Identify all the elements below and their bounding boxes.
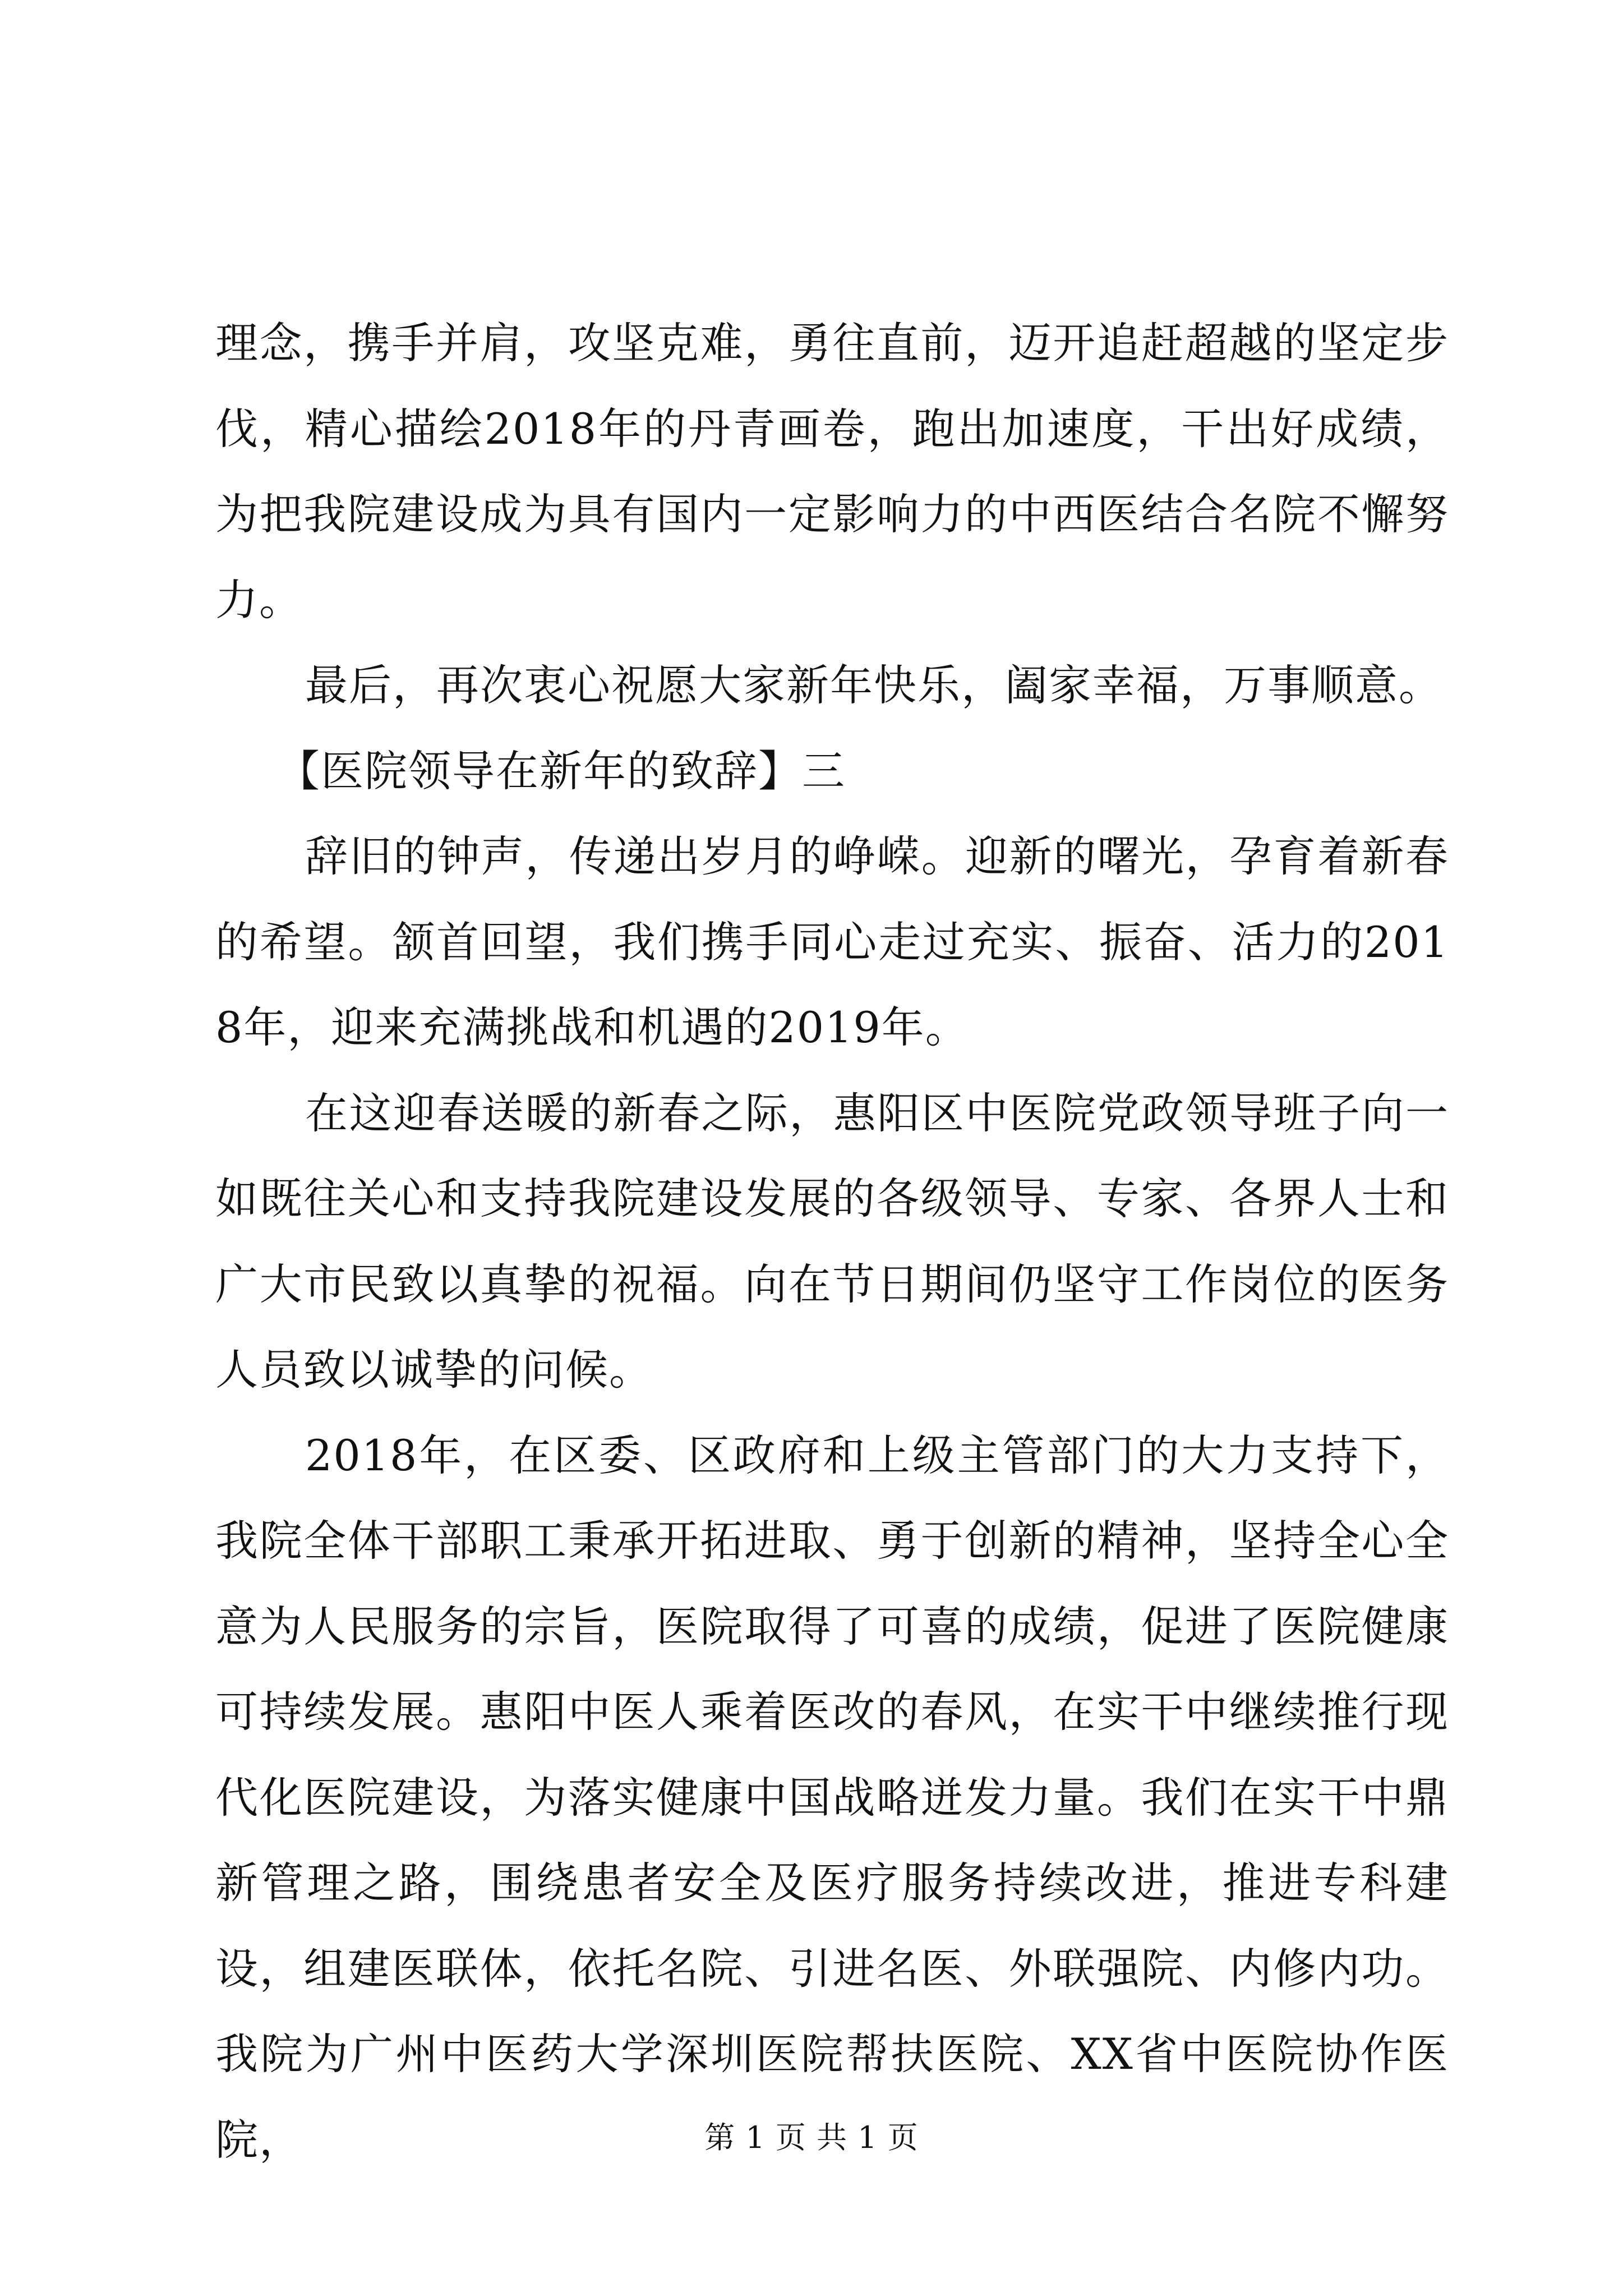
document-body — [215, 301, 1449, 2183]
section-heading: 【医院领导在新年的致辞】三 — [277, 746, 846, 796]
paragraph-new-year-intro: 辞旧的钟声，传递出岁月的峥嵘。迎新的曙光，孕育着新春的希望。颔首回望，我们携手同心走过充实、振奋、活力的2018年，迎来充满挑战和机遇的2019年。 — [215, 831, 1449, 1052]
page-footer: 第 1 页 共 1 页 — [704, 2120, 919, 2155]
paragraph-closing-wishes: 最后，再次衷心祝愿大家新年快乐，阖家幸福，万事顺意。 — [305, 660, 1442, 710]
paragraph-achievements: 2018年，在区委、区政府和上级主管部门的大力支持下，我院全体干部职工秉承开拓进取、勇于创新的精神，坚持全心全意为人民服务的宗旨，医院取得了可喜的成绩，促进了医院健康可持续发展。惠阳中医人乘着医改的春风，在实干中继续推行现代化医院建设，为落实健康中国战略迸发力量。我们在实干中鼎新管理之路，围绕患者安全及医疗服务持续改进，推进专科建设，组建医联体，依托名院、引进名医、外联强院、内修内功。我院为广州中医药大学深圳医院帮扶医院、XX省中医院协作医院， — [215, 1430, 1449, 2165]
paragraph-greetings: 在这迎春送暖的新春之际，惠阳区中医院党政领导班子向一如既往关心和支持我院建设发展的各级领导、专家、各界人士和广大市民致以真挚的祝福。向在节日期间仍坚守工作岗位的医务人员致以诚挚的问候。 — [215, 1088, 1449, 1395]
paragraph-continuation: 理念，携手并肩，攻坚克难，勇往直前，迈开追赶超越的坚定步伐，精心描绘2018年的丹青画卷，跑出加速度，干出好成绩，为把我院建设成为具有国内一定影响力的中西医结合名院不懈努力。 — [215, 318, 1449, 625]
